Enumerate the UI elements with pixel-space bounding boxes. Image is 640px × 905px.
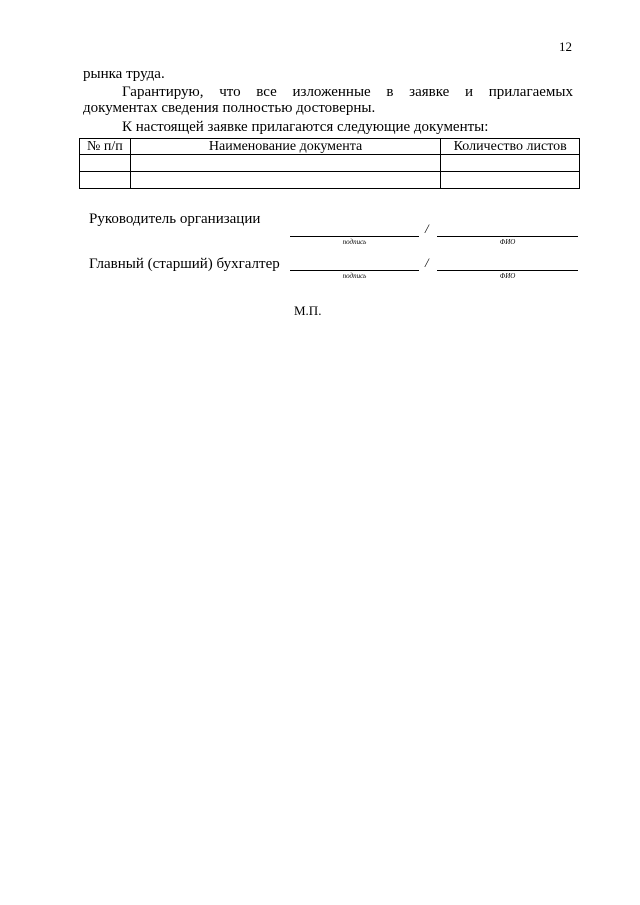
paragraph-attachments-intro: К настоящей заявке прилагаются следующие документы:	[122, 119, 489, 135]
table-header-row	[80, 139, 580, 155]
paragraph-guarantee	[83, 85, 573, 116]
table-cell	[130, 155, 441, 172]
paragraph-guarantee-line-1: Гарантирую, что все изложенные в заявке и прилагаемых	[122, 84, 573, 100]
signature-label-chief-accountant: Главный (старший) бухгалтер	[89, 256, 280, 272]
table-header-document-name: Наименование документа	[130, 139, 441, 155]
table-header-number: № п/п	[80, 139, 131, 155]
signature-caption-chief-accountant: подпись	[342, 272, 367, 280]
paragraph-guarantee-line-2: документах сведения полностью достоверны.	[83, 99, 376, 116]
name-caption-director: ФИО	[499, 238, 516, 246]
stamp-placeholder: М.П.	[294, 303, 322, 318]
table-cell	[80, 172, 131, 189]
table-cell	[80, 155, 131, 172]
name-caption-chief-accountant: ФИО	[499, 272, 516, 280]
signature-label-director: Руководитель организации	[89, 211, 261, 227]
table-cell	[441, 155, 580, 172]
signature-caption-director: подпись	[342, 238, 367, 246]
signature-line-chief-accountant	[290, 270, 419, 271]
signature-separator-chief-accountant: /	[425, 255, 429, 270]
table-cell	[130, 172, 441, 189]
name-line-director	[437, 236, 578, 237]
table-row	[80, 155, 580, 172]
page-number: 12	[559, 39, 572, 54]
paragraph-continuation: рынка труда.	[83, 66, 165, 82]
name-line-chief-accountant	[437, 270, 578, 271]
table-row	[80, 172, 580, 189]
table-header-sheet-count: Количество листов	[441, 139, 580, 155]
signature-line-director	[290, 236, 419, 237]
signature-separator-director: /	[425, 221, 429, 236]
attachments-table	[79, 138, 580, 189]
table-cell	[441, 172, 580, 189]
